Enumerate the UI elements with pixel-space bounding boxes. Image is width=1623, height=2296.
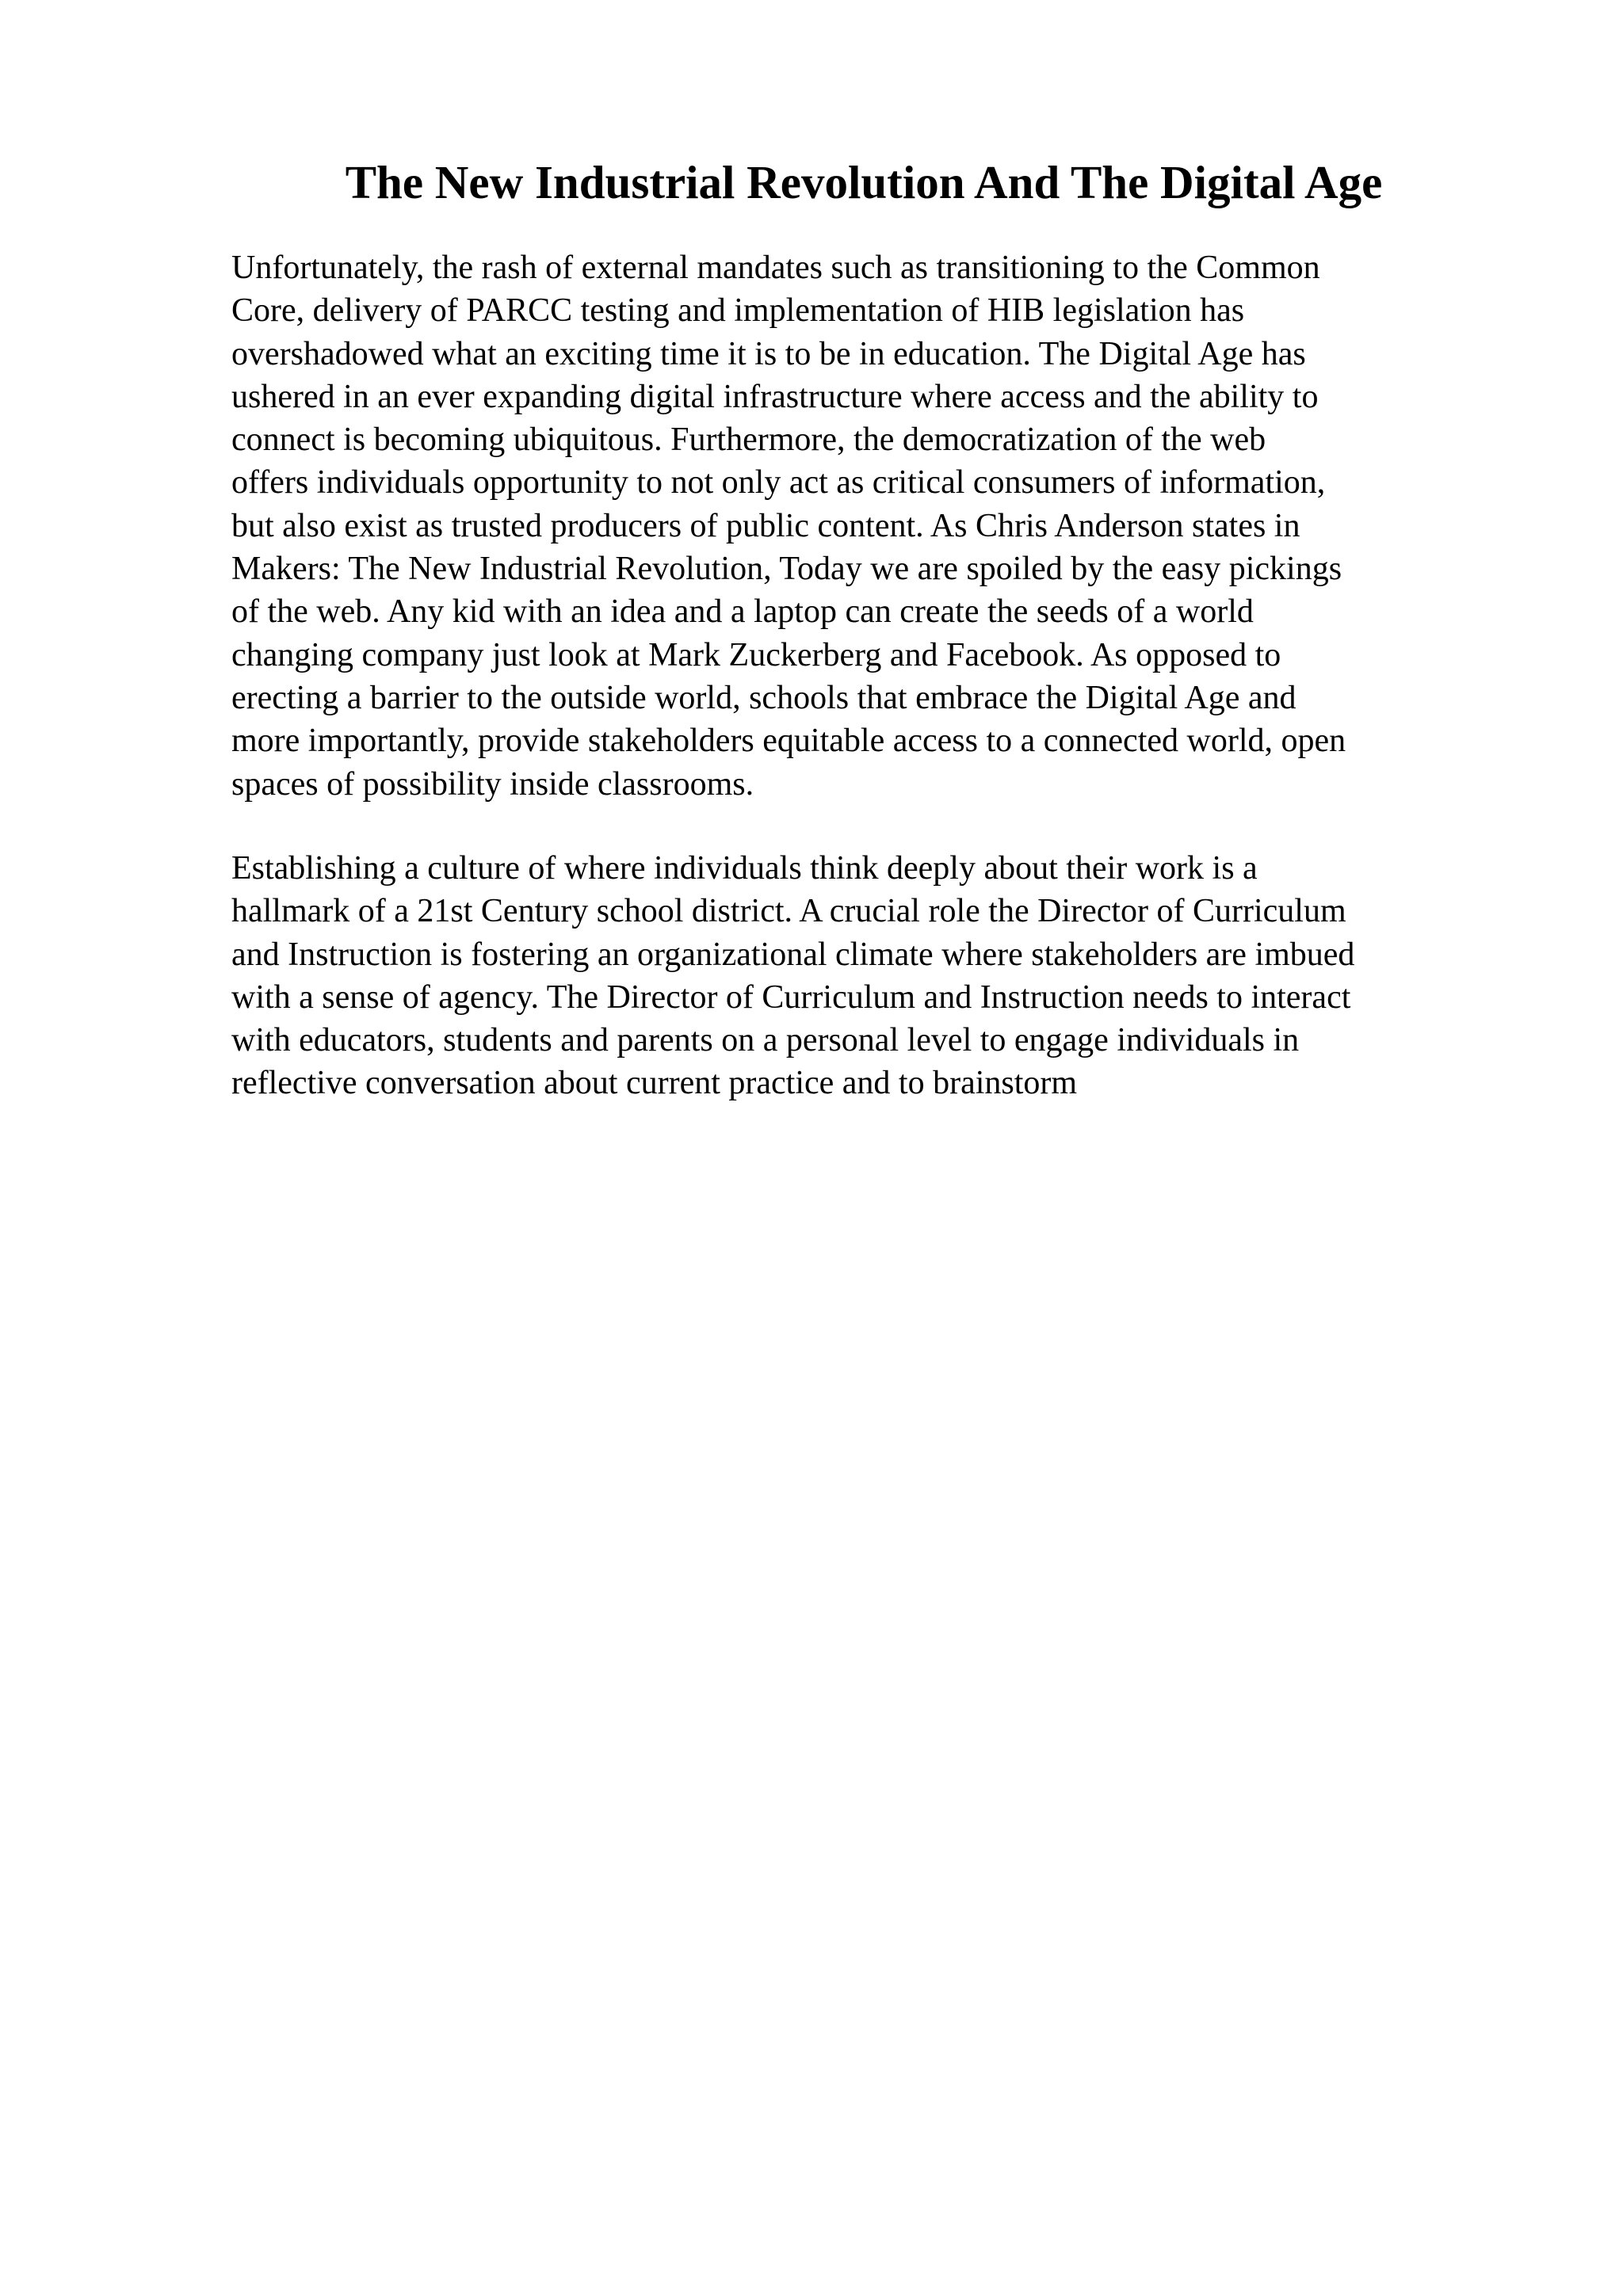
paragraph-1	[231, 246, 1499, 806]
text-line: with educators, students and parents on a personal level to engage individuals in	[231, 1022, 1300, 1059]
text-line: of the web. Any kid with an idea and a laptop can create the seeds of a world	[231, 593, 1254, 631]
text-line: but also exist as trusted producers of public content. As Chris Anderson states in	[231, 507, 1300, 544]
text-line: offers individuals opportunity to not only act as critical consumers of information,	[231, 464, 1326, 502]
text-line: and Instruction is fostering an organizational climate where stakeholders are imbued	[231, 936, 1355, 973]
text-line: Unfortunately, the rash of external mandates such as transitioning to the Common	[231, 250, 1320, 286]
text-line: connect is becoming ubiquitous. Furthermore, the democratization of the web	[231, 421, 1266, 459]
text-line: Establishing a culture of where individuals think deeply about their work is a	[231, 850, 1258, 887]
text-line: erecting a barrier to the outside world, schools that embrace the Digital Age and	[231, 679, 1296, 716]
text-line: more importantly, provide stakeholders equitable access to a connected world, open	[231, 723, 1346, 760]
document-title: The New Industrial Revolution And The Digital Age	[345, 156, 1383, 208]
text-line: hallmark of a 21st Century school district. A crucial role the Director of Curriculum	[231, 893, 1346, 930]
text-line: ushered in an ever expanding digital infrastructure where access and the ability to	[231, 378, 1319, 415]
text-line: overshadowed what an exciting time it is to be in education. The Digital Age has	[231, 335, 1306, 372]
text-line: Core, delivery of PARCC testing and implementation of HIB legislation has	[231, 292, 1245, 330]
text-line: spaces of possibility inside classrooms.	[231, 765, 754, 803]
text-line: Makers: The New Industrial Revolution, Today we are spoiled by the easy pickings	[231, 551, 1342, 588]
paragraph-2	[231, 847, 1499, 1105]
text-line: changing company just look at Mark Zuckerberg and Facebook. As opposed to	[231, 636, 1281, 673]
text-line: reflective conversation about current practice and to brainstorm	[231, 1065, 1078, 1102]
text-line: with a sense of agency. The Director of Curriculum and Instruction needs to interact	[231, 978, 1351, 1016]
